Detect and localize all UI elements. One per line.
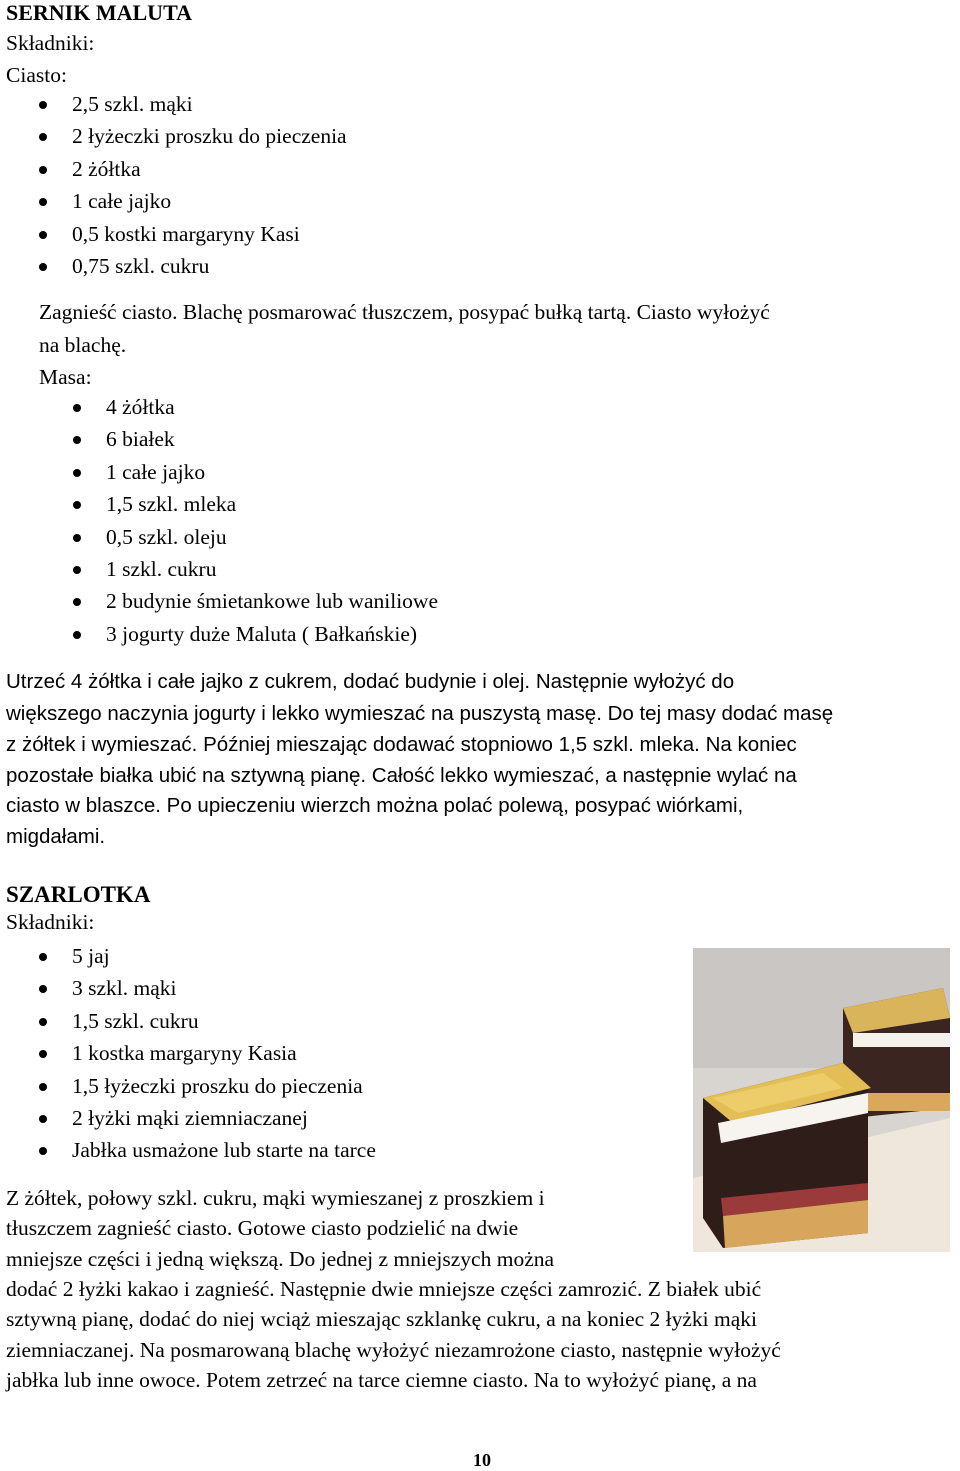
dough-instructions-line: na blachę. <box>39 333 127 357</box>
bullet-icon <box>73 404 81 412</box>
bullet-icon <box>39 101 47 109</box>
bullet-icon <box>39 166 47 174</box>
recipe-title: SZARLOTKA <box>6 882 151 907</box>
szarlotka-instructions-line: tłuszczem zagnieść ciasto. Gotowe ciasto podzielić na dwie <box>6 1216 519 1240</box>
mass-instructions-line: migdałami. <box>6 825 106 848</box>
cake-image <box>693 948 950 1252</box>
mass-instructions-line: z żółtek i wymieszać. Później mieszając dodawać stopniowo 1,5 szkl. mleka. Na koniec <box>6 733 797 756</box>
bullet-icon <box>39 953 47 961</box>
dough-label: Ciasto: <box>6 63 67 87</box>
szarlotka-instructions-line: dodać 2 łyżki kakao i zagnieść. Następnie dwie mniejsze części zamrozić. Z białek ubić <box>6 1277 762 1301</box>
cake-photo <box>693 948 950 1252</box>
bullet-icon <box>73 501 81 509</box>
mass-label: Masa: <box>39 365 92 389</box>
szarlotka-instructions-line: jabłka lub inne owoce. Potem zetrzeć na tarce ciemne ciasto. Na to wyłożyć pianę, a na <box>6 1368 757 1392</box>
bullet-icon <box>39 1018 47 1026</box>
bullet-icon <box>73 469 81 477</box>
szarlotka-instructions-line: ziemniaczanej. Na posmarowaną blachę wyłożyć niezamrożone ciasto, następnie wyłożyć <box>6 1338 781 1362</box>
bullet-icon <box>39 1050 47 1058</box>
ingredients-label: Składniki: <box>6 910 95 934</box>
mass-instructions-line: większego naczynia jogurty i lekko wymieszać na puszystą masę. Do tej masy dodać masę <box>6 702 834 725</box>
page-number: 10 <box>473 1450 491 1470</box>
szarlotka-instructions-line: Z żółtek, połowy szkl. cukru, mąki wymieszanej z proszkiem i <box>6 1186 545 1210</box>
bullet-icon <box>39 1147 47 1155</box>
mass-instructions-line: ciasto w blaszce. Po upieczeniu wierzch można polać polewą, posypać wiórkami, <box>6 794 744 817</box>
bullet-icon <box>39 198 47 206</box>
bullet-icon <box>73 436 81 444</box>
dough-instructions-line: Zagnieść ciasto. Blachę posmarować tłuszczem, posypać bułką tartą. Ciasto wyłożyć <box>39 300 770 324</box>
bullet-icon <box>39 231 47 239</box>
bullet-icon <box>39 133 47 141</box>
mass-instructions-line: pozostałe białka ubić na sztywną pianę. Całość lekko wymieszać, a następnie wylać na <box>6 764 797 787</box>
ingredients-label: Składniki: <box>6 31 95 55</box>
bullet-icon <box>39 263 47 271</box>
bullet-icon <box>73 598 81 606</box>
bullet-icon <box>73 631 81 639</box>
bullet-icon <box>39 1083 47 1091</box>
bullet-icon <box>73 566 81 574</box>
bullet-icon <box>73 534 81 542</box>
bullet-icon <box>39 985 47 993</box>
szarlotka-instructions-line: mniejsze części i jedną większą. Do jednej z mniejszych można <box>6 1247 555 1271</box>
recipe-title: SERNIK MALUTA <box>6 0 193 25</box>
szarlotka-instructions-line: sztywną pianę, dodać do niej wciąż mieszając szklankę cukru, a na koniec 2 łyżki mąki <box>6 1307 758 1331</box>
bullet-icon <box>39 1115 47 1123</box>
mass-instructions-line: Utrzeć 4 żółtka i całe jajko z cukrem, dodać budynie i olej. Następnie wyłożyć do <box>6 670 735 693</box>
